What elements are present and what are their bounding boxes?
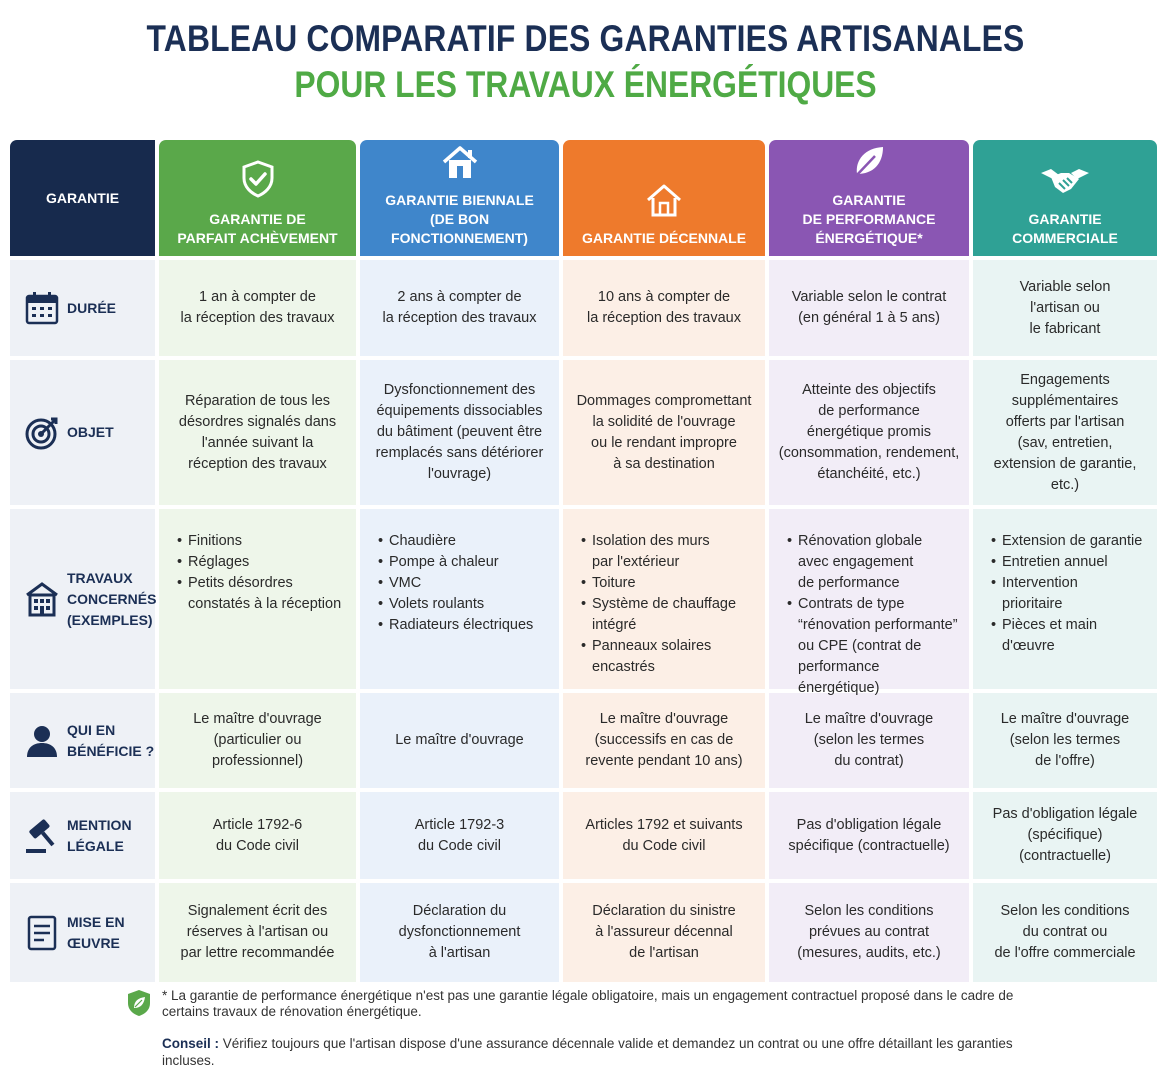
text-line: MENTION — [67, 816, 132, 833]
cell-text — [592, 901, 735, 964]
text-line: etc.) — [1050, 476, 1080, 493]
house-outline-icon — [644, 182, 684, 223]
header-decennale — [563, 140, 765, 256]
list-item — [177, 573, 341, 615]
text-line: Pièces et main — [1002, 617, 1098, 633]
row-label-text — [67, 568, 156, 631]
text-line: encastrés — [592, 659, 655, 675]
text-line: “rénovation performante” — [798, 617, 958, 633]
cell-text — [585, 815, 742, 857]
leaf-shield-icon — [124, 988, 154, 1018]
cell-beneficiaire-biennale — [360, 693, 559, 788]
advice-note — [162, 1035, 1062, 1069]
list-item — [991, 573, 1142, 615]
text-line: avec engagement — [798, 554, 914, 570]
text-line: par l'extérieur — [592, 554, 680, 570]
text-line: Article 1792-6 — [212, 816, 303, 833]
text-line: Selon les conditions — [1000, 903, 1130, 919]
text-line: (mesures, audits, etc.) — [797, 945, 941, 961]
cell-objet-biennale — [360, 360, 559, 505]
text-line: BÉNÉFICIE ? — [67, 742, 155, 759]
cell-objet-commerciale — [973, 360, 1157, 505]
text-line: Intervention — [1002, 575, 1078, 591]
row-label-travaux-concernes — [10, 509, 155, 689]
text-line: revente pendant 10 ans) — [585, 753, 743, 769]
text-line: Finitions — [188, 533, 242, 549]
cell-text — [1001, 709, 1130, 772]
text-line: équipements dissociables — [376, 403, 543, 419]
cell-mise-en-oeuvre-commerciale — [973, 883, 1157, 982]
house-icon — [440, 144, 480, 185]
text-line: Pas d'obligation légale — [992, 806, 1138, 822]
text-line: FONCTIONNEMENT) — [391, 230, 528, 246]
text-line: (contractuelle) — [1019, 848, 1111, 864]
text-line: Article 1792-3 — [414, 816, 505, 833]
text-line: GARANTIE DE — [209, 211, 306, 227]
list-item — [378, 615, 533, 636]
text-line: (EXEMPLES) — [67, 611, 153, 628]
cell-beneficiaire-performance-energetique — [769, 693, 969, 788]
text-line: désordres signalés dans — [178, 413, 337, 430]
cell-text — [415, 815, 504, 857]
text-line: professionnel) — [211, 753, 304, 769]
text-line: VMC — [389, 575, 422, 591]
text-line: (DE BON — [429, 211, 490, 227]
bullet-list — [581, 531, 736, 678]
text-line: DE PERFORMANCE — [802, 211, 936, 227]
text-line: Articles 1792 et suivants — [585, 816, 743, 833]
text-line: Engagements — [1020, 371, 1110, 388]
text-line: Contrats de type — [798, 596, 905, 612]
cell-text — [213, 815, 302, 857]
header-garantie — [10, 140, 155, 256]
cell-mise-en-oeuvre-biennale — [360, 883, 559, 982]
cell-text — [788, 815, 949, 857]
cell-text — [399, 901, 521, 964]
text-line: QUI EN — [67, 721, 116, 738]
text-line: de l'artisan — [629, 945, 699, 961]
row-label-mise-en-oeuvre — [10, 883, 155, 982]
text-line: Pas d'obligation légale — [796, 816, 942, 833]
cell-travaux-concernes-performance-energetique — [769, 509, 969, 696]
text-line: du contrat) — [834, 753, 904, 769]
bullet-list — [378, 531, 533, 636]
text-line: Système de chauffage — [592, 596, 737, 612]
cell-text — [1020, 277, 1111, 340]
person-icon — [24, 723, 60, 759]
text-line: 1 an à compter de — [199, 289, 316, 305]
text-line: à l'artisan — [428, 945, 491, 961]
text-line: Le maître d'ouvrage — [193, 711, 322, 727]
text-line: CONCERNÉS — [67, 590, 157, 607]
cell-text — [994, 901, 1135, 964]
text-line: réserves à l'artisan ou — [186, 924, 329, 940]
advice-label: Conseil : — [162, 1036, 220, 1051]
text-line: Variable selon le contrat — [791, 289, 947, 305]
text-line: GARANTIE — [1028, 211, 1102, 227]
cell-objet-performance-energetique — [769, 360, 969, 505]
text-line: Volets roulants — [389, 596, 485, 612]
text-line: l'artisan ou — [1030, 299, 1100, 316]
list-item — [581, 636, 736, 678]
text-line: offerts par l'artisan — [1005, 413, 1125, 430]
cell-text — [179, 391, 336, 475]
list-item — [581, 531, 736, 573]
header-title — [385, 191, 534, 248]
text-line: Rénovation globale — [798, 533, 923, 549]
row-label-duree — [10, 260, 155, 356]
cell-travaux-concernes-commerciale — [973, 509, 1157, 689]
document-icon — [24, 915, 60, 951]
text-line: Panneaux solaires — [592, 638, 712, 654]
text-line: du Code civil — [215, 837, 299, 854]
text-line: réception des travaux — [188, 455, 327, 472]
row-label-beneficiaire — [10, 693, 155, 788]
row-label-text — [67, 422, 114, 443]
text-line: performance énergétique) — [798, 659, 880, 696]
text-line: (selon les termes — [1009, 732, 1121, 748]
row-label-text — [67, 720, 154, 762]
text-line: (successifs en cas de — [594, 732, 734, 748]
text-line: Dysfonctionnement des — [383, 382, 536, 398]
cell-text — [792, 287, 947, 329]
list-item — [378, 594, 533, 615]
list-item — [581, 573, 736, 594]
cell-duree-decennale — [563, 260, 765, 356]
comparison-table — [10, 140, 1157, 982]
text-line: Petits désordres — [188, 575, 293, 591]
text-line: Extension de garantie — [1002, 533, 1143, 549]
footnote: * La garantie de performance énergétique n'est pas une garantie légale obligatoire, mais un engagement contractuel proposé dans le cadre de certains travaux de rénovation énergétique. — [162, 988, 1014, 1019]
text-line: Atteinte des objectifs — [802, 382, 936, 398]
text-line: d'œuvre — [1002, 638, 1055, 654]
text-line: (selon les termes — [813, 732, 925, 748]
text-line: intégré — [592, 617, 637, 633]
text-line: du bâtiment (peuvent être — [376, 424, 543, 440]
text-line: de l'offre commerciale — [994, 945, 1136, 961]
cell-text — [181, 901, 335, 964]
text-line: Pompe à chaleur — [389, 554, 499, 570]
text-line: Chaudière — [389, 533, 456, 549]
text-line: prioritaire — [1002, 596, 1063, 612]
cell-travaux-concernes-parfait-achevement — [159, 509, 356, 689]
cell-text — [395, 730, 524, 751]
text-line: à l'assureur décennal — [595, 924, 733, 940]
calendar-icon — [24, 290, 60, 326]
text-line: la réception des travaux — [180, 310, 335, 326]
text-line: la réception des travaux — [382, 310, 537, 326]
text-line: (spécifique) — [1027, 827, 1103, 843]
cell-text — [779, 380, 960, 485]
text-line: dysfonctionnement — [398, 924, 521, 940]
text-line: DURÉE — [67, 299, 117, 316]
text-line: Dommages compromettant — [576, 392, 752, 409]
cell-beneficiaire-commerciale — [973, 693, 1157, 788]
text-line: de l'offre) — [1035, 753, 1095, 769]
text-line: MISE EN ŒUVRE — [67, 913, 125, 951]
header-title — [1012, 210, 1118, 248]
text-line: extension de garantie, — [993, 455, 1137, 472]
text-line: Selon les conditions — [804, 903, 934, 919]
text-line: Le maître d'ouvrage — [804, 711, 934, 727]
text-line: étanchéité, etc.) — [817, 466, 921, 482]
bullet-list — [787, 531, 963, 699]
text-line: Le maître d'ouvrage — [1000, 711, 1130, 727]
bullet-list — [991, 531, 1142, 657]
page-subtitle: POUR LES TRAVAUX ÉNERGÉTIQUES — [294, 64, 877, 105]
text-line: PARFAIT ACHÈVEMENT — [177, 230, 338, 246]
header-performance-energetique — [769, 140, 969, 256]
text-line: la réception des travaux — [587, 310, 741, 326]
cell-text — [585, 709, 742, 772]
cell-text — [993, 804, 1138, 867]
text-line: Signalement écrit des — [187, 903, 328, 919]
header-biennale — [360, 140, 559, 256]
text-line: l'ouvrage) — [427, 466, 492, 482]
leaf-icon — [849, 142, 889, 185]
text-line: à sa destination — [613, 455, 715, 472]
text-line: TRAVAUX — [67, 569, 133, 586]
shield-check-icon — [238, 159, 278, 204]
cell-text — [193, 709, 322, 772]
cell-text — [805, 709, 934, 772]
text-line: Déclaration du — [412, 903, 507, 919]
text-line: Entretien annuel — [1002, 554, 1108, 570]
cell-duree-biennale — [360, 260, 559, 356]
list-item — [991, 552, 1142, 573]
list-item — [991, 531, 1142, 552]
list-item — [378, 552, 533, 573]
cell-beneficiaire-parfait-achevement — [159, 693, 356, 788]
gavel-icon — [24, 818, 60, 854]
text-line: constatés à la réception — [188, 596, 342, 612]
text-line: (sav, entretien, — [1017, 434, 1113, 451]
list-item — [378, 573, 533, 594]
cell-text — [181, 287, 335, 329]
text-line: prévues au contrat — [808, 924, 930, 940]
text-line: Le maître d'ouvrage — [395, 732, 524, 748]
list-item — [177, 552, 341, 573]
text-line: 2 ans à compter de — [397, 289, 522, 305]
text-line: Réparation de tous les — [184, 392, 331, 409]
header-garantie-label: GARANTIE — [45, 189, 120, 206]
text-line: 10 ans à compter de — [597, 289, 731, 305]
text-line: Radiateurs électriques — [389, 617, 534, 633]
cell-text — [577, 391, 752, 475]
text-line: OBJET — [67, 424, 114, 440]
text-line: la solidité de l'ouvrage — [592, 413, 736, 430]
cell-beneficiaire-decennale — [563, 693, 765, 788]
cell-objet-parfait-achevement — [159, 360, 356, 505]
building-icon — [24, 581, 60, 617]
cell-text — [994, 370, 1137, 496]
cell-mention-legale-performance-energetique — [769, 792, 969, 879]
text-line: du contrat ou — [1022, 924, 1108, 940]
row-label-objet — [10, 360, 155, 505]
header-title — [802, 191, 935, 248]
cell-text — [383, 287, 537, 329]
text-line: de performance — [818, 403, 920, 419]
text-line: de performance — [798, 575, 900, 591]
text-line: remplacés sans détériorer — [375, 445, 544, 461]
cell-mention-legale-commerciale — [973, 792, 1157, 879]
header-parfait-achevement — [159, 140, 356, 256]
text-line: GARANTIE BIENNALE — [385, 192, 534, 208]
cell-duree-parfait-achevement — [159, 260, 356, 356]
list-item — [787, 531, 963, 594]
row-label-text — [67, 298, 116, 319]
cell-mise-en-oeuvre-parfait-achevement — [159, 883, 356, 982]
cell-mise-en-oeuvre-performance-energetique — [769, 883, 969, 982]
text-line: le fabricant — [1029, 320, 1101, 337]
list-item — [581, 594, 736, 636]
cell-mention-legale-biennale — [360, 792, 559, 879]
list-item — [378, 531, 533, 552]
cell-objet-decennale — [563, 360, 765, 505]
cell-travaux-concernes-biennale — [360, 509, 559, 689]
cell-duree-performance-energetique — [769, 260, 969, 356]
text-line: Déclaration du sinistre — [592, 903, 736, 919]
text-line: du Code civil — [417, 837, 501, 854]
cell-text — [587, 287, 741, 329]
text-line: Le maître d'ouvrage — [599, 711, 729, 727]
text-line: l'année suivant la — [201, 434, 314, 451]
target-icon — [24, 415, 60, 451]
cell-duree-commerciale — [973, 260, 1157, 356]
text-line: COMMERCIALE — [1012, 230, 1118, 246]
text-line: GARANTIE — [832, 192, 906, 208]
advice-text: Vérifiez toujours que l'artisan dispose d'une assurance décennale valide et demandez un contrat ou une offre détaillant les garanties incluses. — [162, 1036, 1013, 1068]
row-label-mention-legale — [10, 792, 155, 879]
row-label-text — [67, 912, 155, 954]
text-line: GARANTIE DÉCENNALE — [581, 230, 747, 246]
text-line: Isolation des murs — [592, 533, 710, 549]
header-title — [582, 229, 746, 248]
cell-text — [797, 901, 940, 964]
text-line: (consommation, rendement, — [778, 445, 960, 461]
cell-text — [376, 380, 544, 485]
text-line: ou CPE (contrat de — [798, 638, 922, 654]
text-line: Toiture — [592, 575, 636, 591]
text-line: ÉNERGÉTIQUE* — [815, 230, 923, 246]
page-title: TABLEAU COMPARATIF DES GARANTIES ARTISANALES — [146, 18, 1025, 59]
row-label-text — [67, 815, 132, 857]
cell-mention-legale-decennale — [563, 792, 765, 879]
cell-mention-legale-parfait-achevement — [159, 792, 356, 879]
header-title — [177, 210, 337, 248]
list-item — [991, 615, 1142, 657]
text-line: ou le rendant impropre — [591, 434, 737, 451]
list-item — [177, 531, 341, 552]
header-commerciale — [973, 140, 1157, 256]
text-line: spécifique (contractuelle) — [788, 837, 950, 854]
text-line: (en général 1 à 5 ans) — [798, 310, 940, 326]
text-line: énergétique promis — [806, 424, 932, 440]
text-line: Variable selon — [1019, 278, 1111, 295]
text-line: (particulier ou — [213, 732, 302, 748]
handshake-icon — [1039, 163, 1091, 204]
cell-travaux-concernes-decennale — [563, 509, 765, 689]
text-line: par lettre recommandée — [180, 945, 335, 961]
text-line: LÉGALE — [67, 837, 124, 854]
text-line: Réglages — [188, 554, 250, 570]
list-item — [787, 594, 963, 699]
text-line: du Code civil — [622, 837, 706, 854]
cell-mise-en-oeuvre-decennale — [563, 883, 765, 982]
bullet-list — [177, 531, 341, 615]
text-line: supplémentaires — [1011, 392, 1119, 409]
